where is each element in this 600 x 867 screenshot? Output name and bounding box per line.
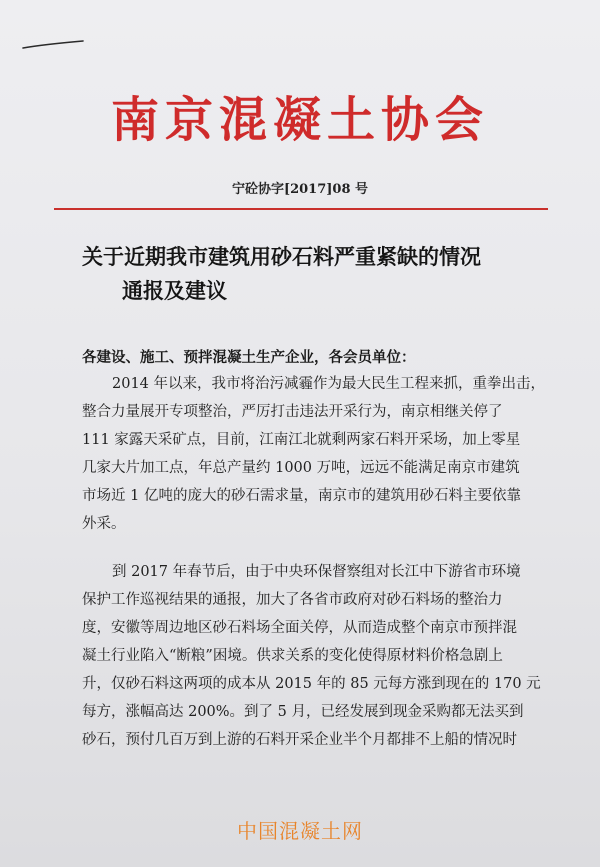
paragraph-2-line: 每方，涨幅高达 200%。到了 5 月，已经发展到现金采购都无法买到	[82, 704, 524, 720]
paragraph-2-line: 保护工作巡视结果的通报，加大了各省市政府对砂石料场的整治力	[82, 592, 503, 608]
paragraph-1-line: 几家大片加工点，年总产量约 1000 万吨，远远不能满足南京市建筑	[82, 460, 520, 476]
document-title	[82, 240, 542, 308]
paragraph-2-line: 度，安徽等周边地区砂石料场全面关停，从而造成整个南京市预拌混	[82, 620, 517, 636]
paragraph-2-line: 到 2017 年春节后，由于中央环保督察组对长江中下游省市环境	[112, 564, 521, 580]
paragraph-2-line: 凝土行业陷入“断粮”困境。供求关系的变化使得原材料价格急剧上	[82, 648, 503, 664]
salutation: 各建设、施工、预拌混凝土生产企业，各会员单位：	[82, 349, 416, 366]
document-title-line-2: 通报及建议	[122, 278, 227, 303]
letterhead-red-rule	[54, 208, 548, 210]
site-watermark: 中国混凝土网	[237, 819, 363, 843]
paragraph-2-line: 砂石，预付几百万到上游的石料开采企业半个月都排不上船的情况时	[82, 732, 517, 748]
document-title-line-1: 关于近期我市建筑用砂石料严重紧缺的情况	[82, 244, 481, 269]
letterhead-org-name: 南京混凝土协会	[110, 92, 489, 148]
paragraph-1-line: 市场近 1 亿吨的庞大的砂石需求量，南京市的建筑用砂石料主要依靠	[82, 488, 521, 504]
paragraph-1-line: 整合力量展开专项整治，严厉打击违法开采行为，南京相继关停了	[82, 404, 503, 420]
paragraph-2-line: 升，仅砂石料这两项的成本从 2015 年的 85 元每方涨到现在的 170 元	[82, 676, 541, 692]
paragraph-1-line: 2014 年以来，我市将治污减霾作为最大民生工程来抓，重拳出击，	[112, 376, 546, 392]
paragraph-1-line: 外采。	[82, 516, 126, 532]
paragraph-1-line: 111 家露天采矿点，目前，江南江北就剩两家石料开采场，加上零星	[82, 432, 521, 448]
pen-stroke-mark	[22, 40, 84, 50]
document-number: 宁砼协字[2017]08 号	[231, 182, 369, 197]
